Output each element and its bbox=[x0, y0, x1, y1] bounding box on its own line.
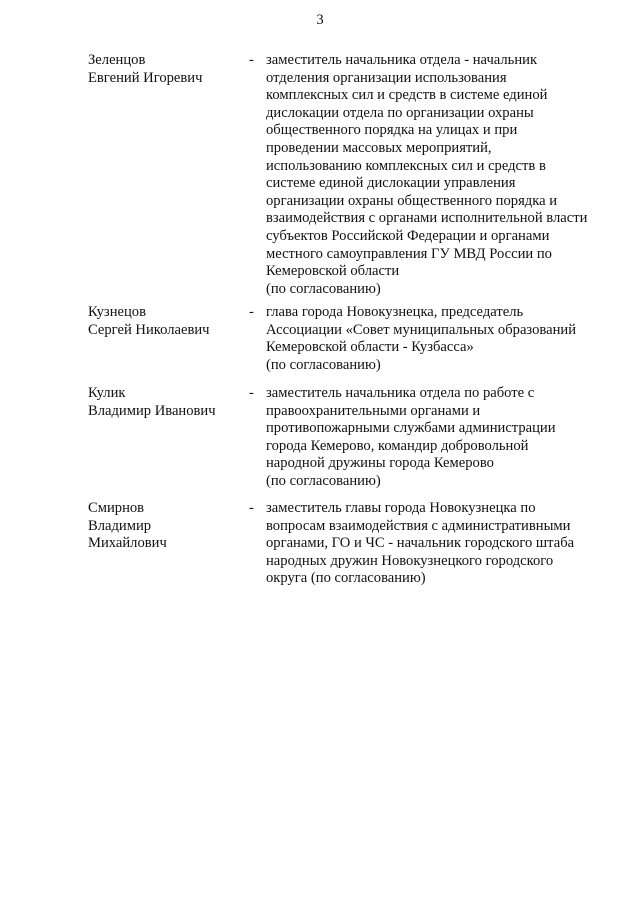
position-line: заместитель начальника отдела - начальник bbox=[266, 52, 538, 68]
position-line: глава города Новокузнецка, председатель bbox=[266, 304, 524, 320]
approval-note: (по согласованию) bbox=[266, 472, 381, 489]
member-given-name: Евгений Игоревич bbox=[88, 69, 203, 86]
member-name bbox=[88, 304, 248, 339]
position-line: народных дружин Новокузнецкого городского bbox=[266, 552, 554, 569]
position-line: отделения организации использования bbox=[266, 69, 507, 86]
position-line: дислокации отдела по организации охраны bbox=[266, 104, 534, 121]
member-position bbox=[266, 500, 606, 588]
member-given-name: Владимир Иванович bbox=[88, 402, 216, 419]
position-line: субъектов Российской Федерации и органами bbox=[266, 227, 550, 244]
position-line: использованию комплексных сил и средств в bbox=[266, 157, 546, 174]
member-name bbox=[88, 52, 248, 87]
member-surname: Кулик bbox=[88, 385, 126, 401]
position-line: организации охраны общественного порядка и bbox=[266, 192, 558, 209]
dash-separator: - bbox=[249, 500, 254, 516]
approval-note: (по согласованию) bbox=[266, 280, 381, 297]
position-line: противопожарными службами администрации bbox=[266, 420, 556, 437]
position-line: проведении массовых мероприятий, bbox=[266, 139, 492, 156]
member-given-name: Сергей Николаевич bbox=[88, 321, 210, 338]
page-number: 3 bbox=[316, 12, 324, 28]
position-line: общественного порядка на улицах и при bbox=[266, 122, 518, 139]
position-line: заместитель главы города Новокузнецка по bbox=[266, 500, 536, 516]
member-position bbox=[266, 52, 606, 298]
dash-separator: - bbox=[249, 304, 254, 320]
position-line: органами, ГО и ЧС - начальник городского штаба bbox=[266, 535, 575, 552]
member-given-name: Владимир bbox=[88, 517, 152, 534]
position-line: Кемеровской области - Кузбасса» bbox=[266, 339, 474, 356]
position-line: правоохранительными органами и bbox=[266, 402, 481, 419]
position-line: взаимодействия с органами исполнительной власти bbox=[266, 210, 588, 227]
member-surname: Смирнов bbox=[88, 500, 145, 516]
member-surname: Зеленцов bbox=[88, 52, 146, 68]
position-line: округа (по согласованию) bbox=[266, 570, 426, 587]
member-position bbox=[266, 304, 606, 374]
position-line: местного самоуправления ГУ МВД России по bbox=[266, 245, 552, 262]
position-line: города Кемерово, командир добровольной bbox=[266, 437, 529, 454]
position-line: заместитель начальника отдела по работе с bbox=[266, 385, 535, 401]
position-line: народной дружины города Кемерово bbox=[266, 455, 494, 472]
dash-separator: - bbox=[249, 385, 254, 401]
approval-note: (по согласованию) bbox=[266, 356, 381, 373]
dash-separator: - bbox=[249, 52, 254, 68]
member-position bbox=[266, 385, 606, 491]
member-patronymic: Михайлович bbox=[88, 535, 167, 552]
position-line: комплексных сил и средств в системе единой bbox=[266, 87, 548, 104]
position-line: вопросам взаимодействия с административными bbox=[266, 517, 571, 534]
position-line: системе единой дислокации управления bbox=[266, 175, 516, 192]
position-line: Ассоциации «Совет муниципальных образований bbox=[266, 321, 577, 338]
member-name bbox=[88, 500, 248, 553]
position-line: Кемеровской области bbox=[266, 263, 400, 280]
member-name bbox=[88, 385, 248, 420]
member-surname: Кузнецов bbox=[88, 304, 146, 320]
